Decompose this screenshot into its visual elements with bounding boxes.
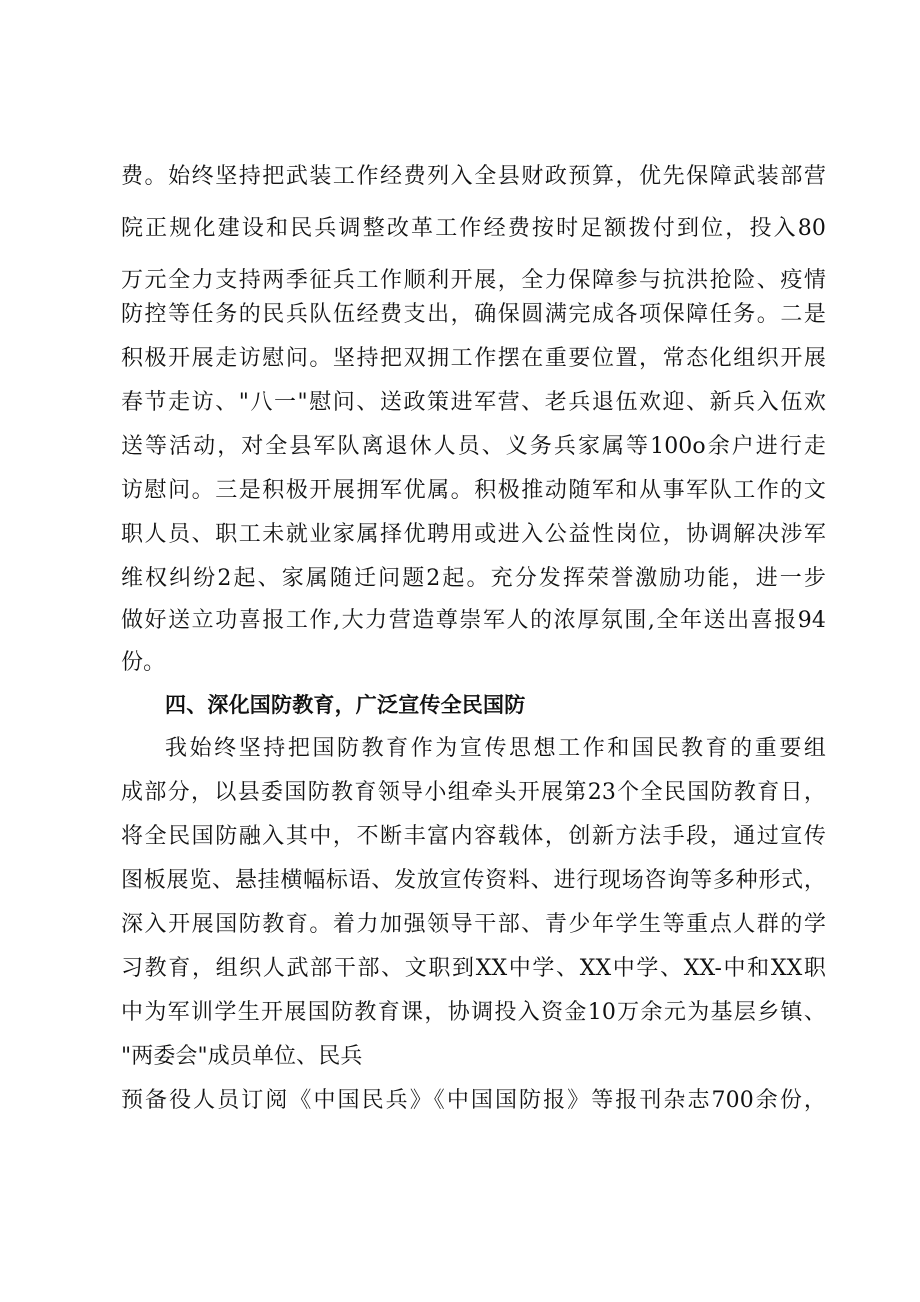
paragraph-line: 送等活动，对全县军队离退休人员、义务兵家属等100o余户进行走: [121, 434, 826, 459]
paragraph-line: 访慰问。三是积极开展拥军优属。积极推动随军和从事军队工作的文: [121, 478, 826, 503]
paragraph-line: 图板展览、悬挂横幅标语、发放宣传资料、进行现场咨询等多种形式，: [121, 868, 826, 893]
paragraph-line: "两委会"成员单位、民兵: [121, 1044, 363, 1069]
paragraph-line: 我始终坚持把国防教育作为宣传思想工作和国民教育的重要组: [165, 736, 826, 761]
paragraph-line: 维权纠纷2起、家属随迁问题2起。充分发挥荣誉激励功能，进一步: [121, 566, 826, 591]
paragraph-line: 职人员、职工未就业家属择优聘用或进入公益性岗位，协调解决涉军: [121, 522, 826, 547]
section-heading: 四、深化国防教育，广泛宣传全民国防: [165, 693, 526, 717]
paragraph-line: 预备役人员订阅《中国民兵》《中国国防报》等报刊杂志700余份，: [121, 1088, 826, 1113]
paragraph-line: 成部分，以县委国防教育领导小组牵头开展第23个全民国防教育日，: [121, 780, 826, 805]
paragraph-line: 习教育，组织人武部干部、文职到XX中学、XX中学、XX-中和XX职: [121, 956, 826, 981]
paragraph-line: 防控等任务的民兵队伍经费支出，确保圆满完成各项保障任务。二是: [121, 302, 826, 327]
paragraph-line: 费。始终坚持把武装工作经费列入全县财政预算，优先保障武装部营: [121, 164, 826, 189]
paragraph-line: 份。: [121, 650, 166, 675]
paragraph-line: 院正规化建设和民兵调整改革工作经费按时足额拨付到位，投入80: [121, 216, 826, 241]
paragraph-line: 将全民国防融入其中，不断丰富内容载体，创新方法手段，通过宣传: [121, 824, 826, 849]
paragraph-line: 春节走访、"八一"慰问、送政策进军营、老兵退伍欢迎、新兵入伍欢: [121, 390, 826, 415]
paragraph-line: 万元全力支持两季征兵工作顺利开展，全力保障参与抗洪抢险、疫情: [121, 268, 826, 293]
paragraph-line: 做好送立功喜报工作,大力营造尊崇军人的浓厚氛围,全年送出喜报94: [121, 608, 826, 633]
paragraph-line: 积极开展走访慰问。坚持把双拥工作摆在重要位置，常态化组织开展: [121, 346, 826, 371]
paragraph-line: 深入开展国防教育。着力加强领导干部、青少年学生等重点人群的学: [121, 912, 826, 937]
paragraph-line: 中为军训学生开展国防教育课，协调投入资金10万余元为基层乡镇、: [121, 1000, 826, 1025]
